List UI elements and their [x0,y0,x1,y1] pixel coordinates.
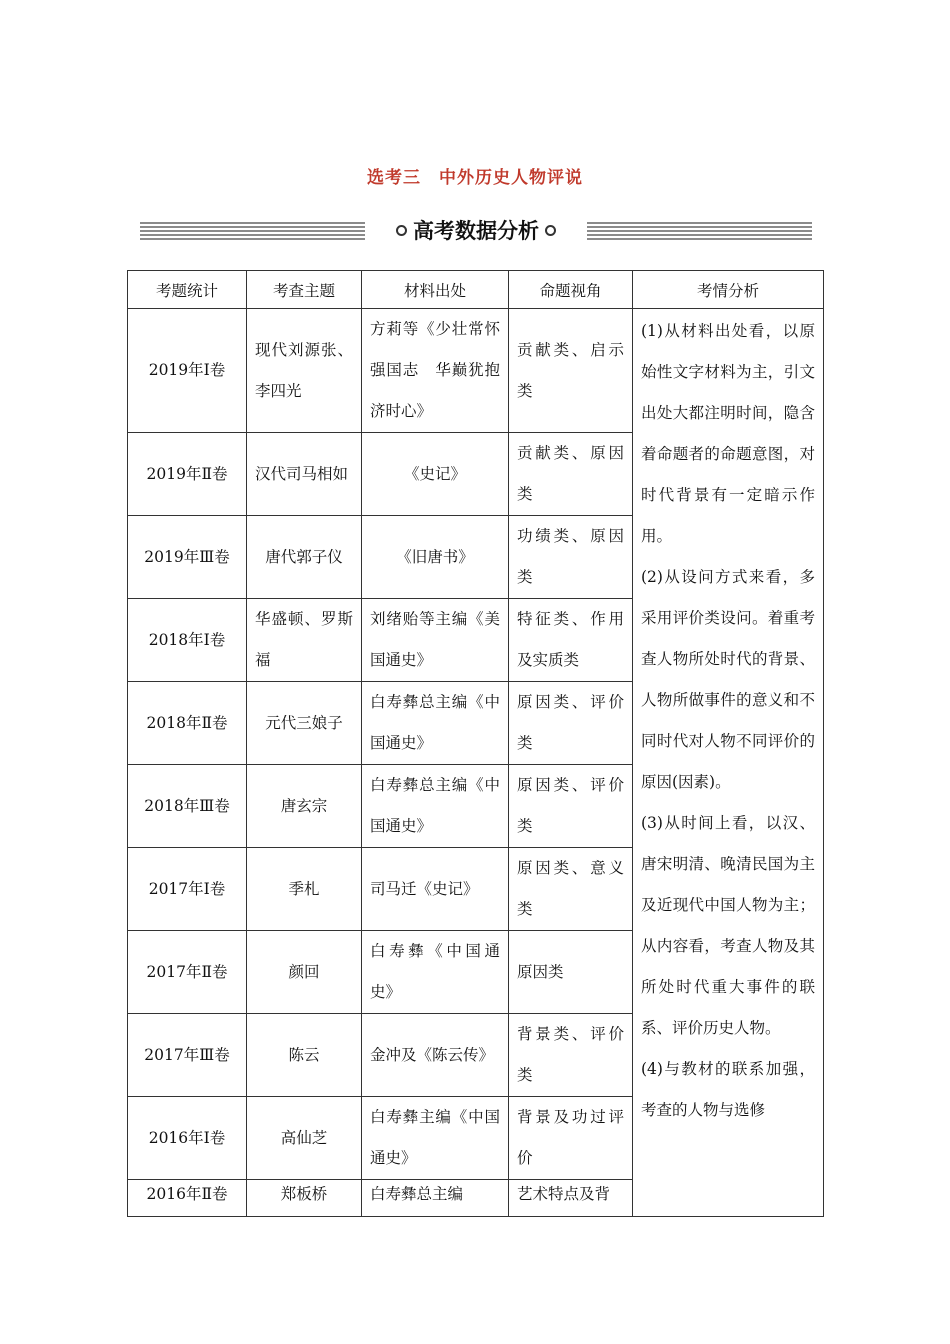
cell-source: 方莉等《少壮常怀强国志 华巅犹抱济时心》 [370,320,500,420]
banner-stripes-left [140,222,390,240]
analysis-point-2: (2)从设问方式来看，多采用评价类设问。着重考查人物所处时代的背景、人物所做事件的意义和不同时代对人物不同评价的原因(因素)。 [641,568,815,791]
cell-angle: 原因类 [517,962,564,981]
banner-stripes-right [562,222,812,240]
cell-source: 司马迁《史记》 [370,879,479,898]
header-topic: 考查主题 [247,271,362,309]
cell-angle: 原因类、评价类 [517,693,624,752]
cell-angle: 背景及功过评价 [517,1108,624,1167]
cell-angle: 原因类、意义类 [517,859,624,918]
banner-text: 高考数据分析 [413,219,539,243]
cell-topic: 现代刘源张、李四光 [255,340,353,400]
cell-source: 刘绪贻等主编《美国通史》 [370,610,500,669]
cell-topic: 元代三娘子 [265,713,343,732]
exam-analysis-table [127,270,824,1217]
cell-topic: 唐玄宗 [280,796,328,815]
analysis-cell [633,309,824,1217]
header-source: 材料出处 [362,271,509,309]
banner-dot-left-icon [396,225,407,236]
cell-source: 金冲及《陈云传》 [370,1045,495,1064]
cell-exam: 2016年Ⅱ卷 [146,1185,228,1203]
cell-topic: 高仙芝 [280,1128,328,1147]
cell-angle: 贡献类、启示类 [517,340,624,400]
table-row [128,309,824,433]
cell-angle: 原因类、评价类 [517,776,624,835]
cell-exam: 2017年Ⅲ卷 [144,1045,230,1064]
cell-angle: 背景类、评价类 [517,1025,624,1084]
cell-source: 白寿彝总主编 [370,1185,464,1203]
cell-source: 白寿彝《中国通史》 [370,942,500,1001]
cell-topic: 颜回 [288,962,320,981]
cell-topic: 季札 [288,879,320,898]
banner-dot-right-icon [545,225,556,236]
banner-label [365,216,587,246]
analysis-point-1: (1)从材料出处看，以原始性文字材料为主，引文出处大都注明时间，隐含着命题者的命题意图，对时代背景有一定暗示作用。 [641,322,815,545]
cell-exam: 2017年Ⅱ卷 [146,962,228,981]
cell-source: 《旧唐书》 [396,547,474,566]
cell-topic: 唐代郭子仪 [265,547,343,566]
cell-angle: 功绩类、原因类 [517,527,624,586]
section-banner [140,216,812,246]
cell-exam: 2016年Ⅰ卷 [148,1128,226,1147]
cell-angle: 特征类、作用及实质类 [517,610,624,669]
cell-exam: 2018年Ⅲ卷 [144,796,230,815]
cell-topic: 华盛顿、罗斯福 [255,610,353,669]
cell-source: 白寿彝主编《中国通史》 [370,1108,500,1167]
analysis-point-3: (3)从时间上看，以汉、唐宋明清、晚清民国为主及近现代中国人物为主；从内容看，考查人物及其所处时代重大事件的联系、评价历史人物。 [641,814,815,1037]
table-header-row [128,271,824,309]
cell-exam: 2018年Ⅰ卷 [148,630,226,649]
cell-topic: 陈云 [288,1045,320,1064]
cell-source: 白寿彝总主编《中国通史》 [370,776,500,835]
cell-topic: 郑板桥 [280,1185,328,1203]
page-title: 选考三 中外历史人物评说 [367,168,583,188]
cell-topic: 汉代司马相如 [255,464,349,483]
cell-exam: 2018年Ⅱ卷 [146,713,228,732]
cell-exam: 2019年Ⅲ卷 [144,547,230,566]
header-analysis: 考情分析 [633,271,824,309]
cell-source: 白寿彝总主编《中国通史》 [370,693,500,752]
cell-exam: 2017年Ⅰ卷 [148,879,226,898]
cell-source: 《史记》 [403,464,466,483]
header-angle: 命题视角 [509,271,633,309]
cell-exam: 2019年Ⅰ卷 [148,361,226,379]
cell-angle: 贡献类、原因类 [517,444,624,503]
cell-angle: 艺术特点及背 [517,1185,611,1203]
cell-exam: 2019年Ⅱ卷 [146,464,228,483]
analysis-point-4: (4)与教材的联系加强，考查的人物与选修 [641,1060,815,1119]
header-exam: 考题统计 [128,271,247,309]
